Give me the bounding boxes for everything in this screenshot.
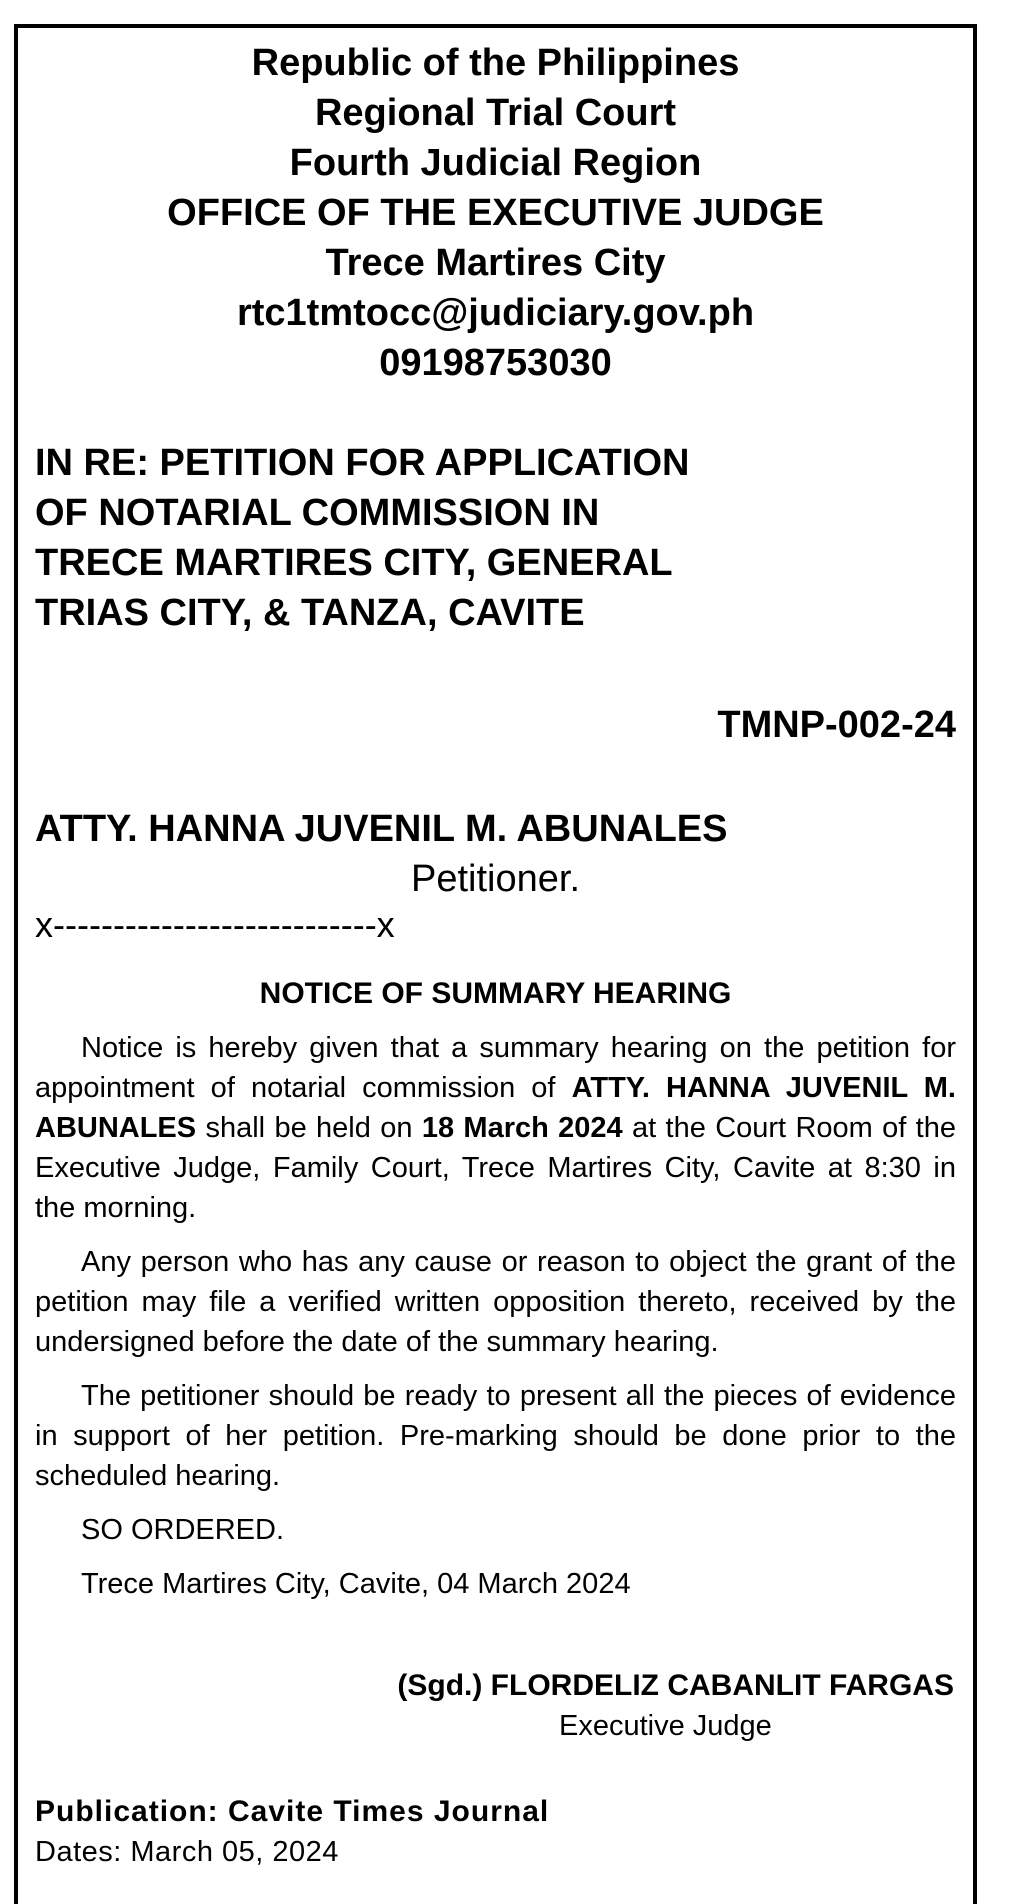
petitioner-name: ATTY. HANNA JUVENIL M. ABUNALES (35, 808, 728, 850)
header-office: OFFICE OF THE EXECUTIVE JUDGE (167, 192, 824, 234)
place-and-date: Trece Martires City, Cavite, 04 March 2024 (81, 1568, 631, 1600)
caption-line: TRECE MARTIRES CITY, GENERAL (35, 542, 673, 584)
so-ordered: SO ORDERED. (81, 1514, 285, 1546)
paragraph-text: Notice is hereby given that a summary hearing on the petition for appointment of notarial commission of (35, 1032, 956, 1104)
notice-paragraph-2: Any person who has any cause or reason to object the grant of the petition may file a verified written opposition thereto, received by the undersigned before the date of the summary hearing. (35, 1246, 956, 1358)
notice-content (35, 28, 956, 1904)
notice-paragraph-1 (35, 1028, 956, 1228)
notice-paragraph-3: The petitioner should be ready to present all the pieces of evidence in support of her petition. Pre-marking should be done prior to the scheduled hearing. (35, 1380, 956, 1492)
header-republic: Republic of the Philippines (251, 42, 740, 84)
hearing-date: 18 March 2024 (421, 1112, 623, 1144)
paragraph-text: shall be held on (196, 1112, 422, 1144)
header-phone: 09198753030 (379, 342, 612, 384)
notice-frame (14, 24, 977, 1904)
publication-dates: Dates: March 05, 2024 (35, 1836, 339, 1868)
case-caption (35, 438, 956, 638)
court-header (35, 38, 956, 388)
header-city: Trece Martires City (325, 242, 666, 284)
publication-label: Publication: Cavite Times Journal (35, 1795, 550, 1828)
notice-title: NOTICE OF SUMMARY HEARING (259, 977, 732, 1010)
header-email: rtc1tmtocc@judiciary.gov.ph (236, 292, 755, 334)
petitioner-name-inline: ATTY. HANNA JUVENIL M. ABUNALES (35, 1072, 956, 1144)
petitioner-role: Petitioner. (411, 858, 580, 900)
case-number: TMNP-002-24 (717, 704, 956, 746)
caption-line: OF NOTARIAL COMMISSION IN (35, 492, 600, 534)
caption-line: IN RE: PETITION FOR APPLICATION (35, 442, 690, 484)
header-region: Fourth Judicial Region (289, 142, 702, 184)
caption-divider: x---------------------------x (35, 904, 395, 945)
signatory-title: Executive Judge (559, 1710, 772, 1742)
caption-line: TRIAS CITY, & TANZA, CAVITE (35, 592, 585, 634)
header-court: Regional Trial Court (314, 92, 677, 134)
paragraph-text: at the Court Room of the Executive Judge, Family Court, Trece Martires City, Cavite at 8:30 in the morning. (35, 1112, 956, 1224)
signatory-name: (Sgd.) FLORDELIZ CABANLIT FARGAS (397, 1669, 954, 1702)
